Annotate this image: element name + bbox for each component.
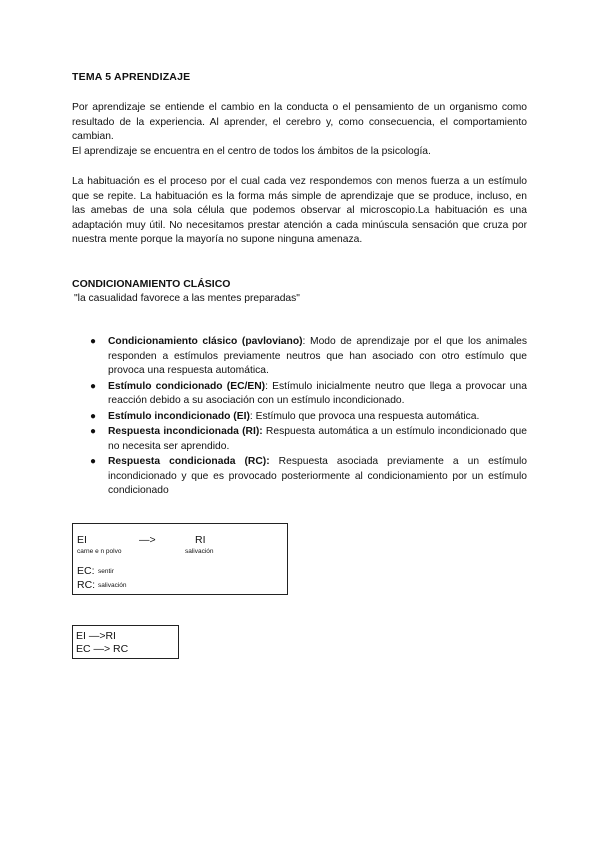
ec-note: sentir — [98, 568, 114, 575]
bullet-icon: ● — [90, 410, 97, 422]
paragraph-habituation: La habituación es el proceso por el cual cada vez respondemos con menos fuerza a un estímulo que se repite. La habituación es la forma más simple de aprendizaje que se produce, incluso, en las amebas de una sola célula que podemos observar al microscopio.La habituación es una adaptación muy útil. No necesitamos prestar atención a cada minúscula sensación que cruza por nuestra mente porque la mayoría no supone ninguna amenaza. — [72, 176, 527, 245]
list-item — [90, 335, 527, 379]
definition-text: Respuesta asociada previamente a un estímulo incondicionado y que es provocado posteriormente al condicionamiento por un estímulo condicionado — [108, 456, 527, 496]
bullet-icon: ● — [90, 336, 97, 347]
ri-note: salivación — [185, 548, 214, 555]
section-title-classical-conditioning: CONDICIONAMIENTO CLÁSICO — [72, 278, 231, 290]
list-item — [90, 380, 527, 409]
definition-term: Estímulo incondicionado (EI) — [108, 410, 250, 422]
conditioning-diagram-box — [72, 523, 288, 595]
ei-note: carne e n polvo — [77, 548, 122, 555]
rc-label: RC: — [77, 579, 96, 591]
ei-label: EI — [77, 534, 87, 546]
arrow-icon: —> — [139, 534, 156, 546]
definition-term: Estímulo condicionado (EC/EN) — [108, 380, 266, 392]
bullet-icon: ● — [90, 380, 97, 392]
bullet-icon: ● — [90, 426, 97, 437]
definition-text: Respuesta automática a un estímulo incondicionado que no necesita ser aprendido. — [108, 426, 527, 452]
list-item — [90, 455, 527, 499]
conditioning-summary-box — [72, 625, 179, 659]
ri-label: RI — [195, 534, 206, 546]
section-quote: "la casualidad favorece a las mentes preparadas" — [74, 293, 300, 304]
list-item — [90, 425, 527, 454]
definition-text: : Estímulo inicialmente neutro que llega a provocar una reacción debido a su asociación con un estímulo incondicionado. — [108, 380, 527, 406]
bullet-icon: ● — [90, 456, 97, 467]
document-title: TEMA 5 APRENDIZAJE — [72, 71, 191, 83]
paragraph-center: El aprendizaje se encuentra en el centro de todos los ámbitos de la psicología. — [72, 146, 431, 157]
ec-label: EC: — [77, 565, 95, 577]
definitions-list — [90, 335, 527, 500]
definition-term: Condicionamiento clásico (pavloviano) — [108, 336, 303, 347]
definition-text: : Estímulo que provoca una respuesta automática. — [249, 410, 480, 422]
paragraph-definition: Por aprendizaje se entiende el cambio en la conducta o el pensamiento de un organismo como resultado de la experiencia. Al aprender, el cerebro y, como consecuencia, el comportamiento cambian. — [72, 102, 527, 142]
rc-note: salivación — [98, 582, 127, 589]
list-item — [90, 410, 527, 425]
summary-line-unconditioned: EI —>RI — [76, 630, 116, 642]
definition-term: Respuesta incondicionada (RI): — [108, 426, 263, 437]
definition-text: : Modo de aprendizaje por el que los animales responden a estímulos previamente neutros que han asociado con otro estímulo que provoca una respuesta automática. — [108, 336, 527, 376]
definition-term: Respuesta condicionada (RC): — [108, 456, 270, 467]
summary-line-conditioned: EC —> RC — [76, 643, 129, 655]
